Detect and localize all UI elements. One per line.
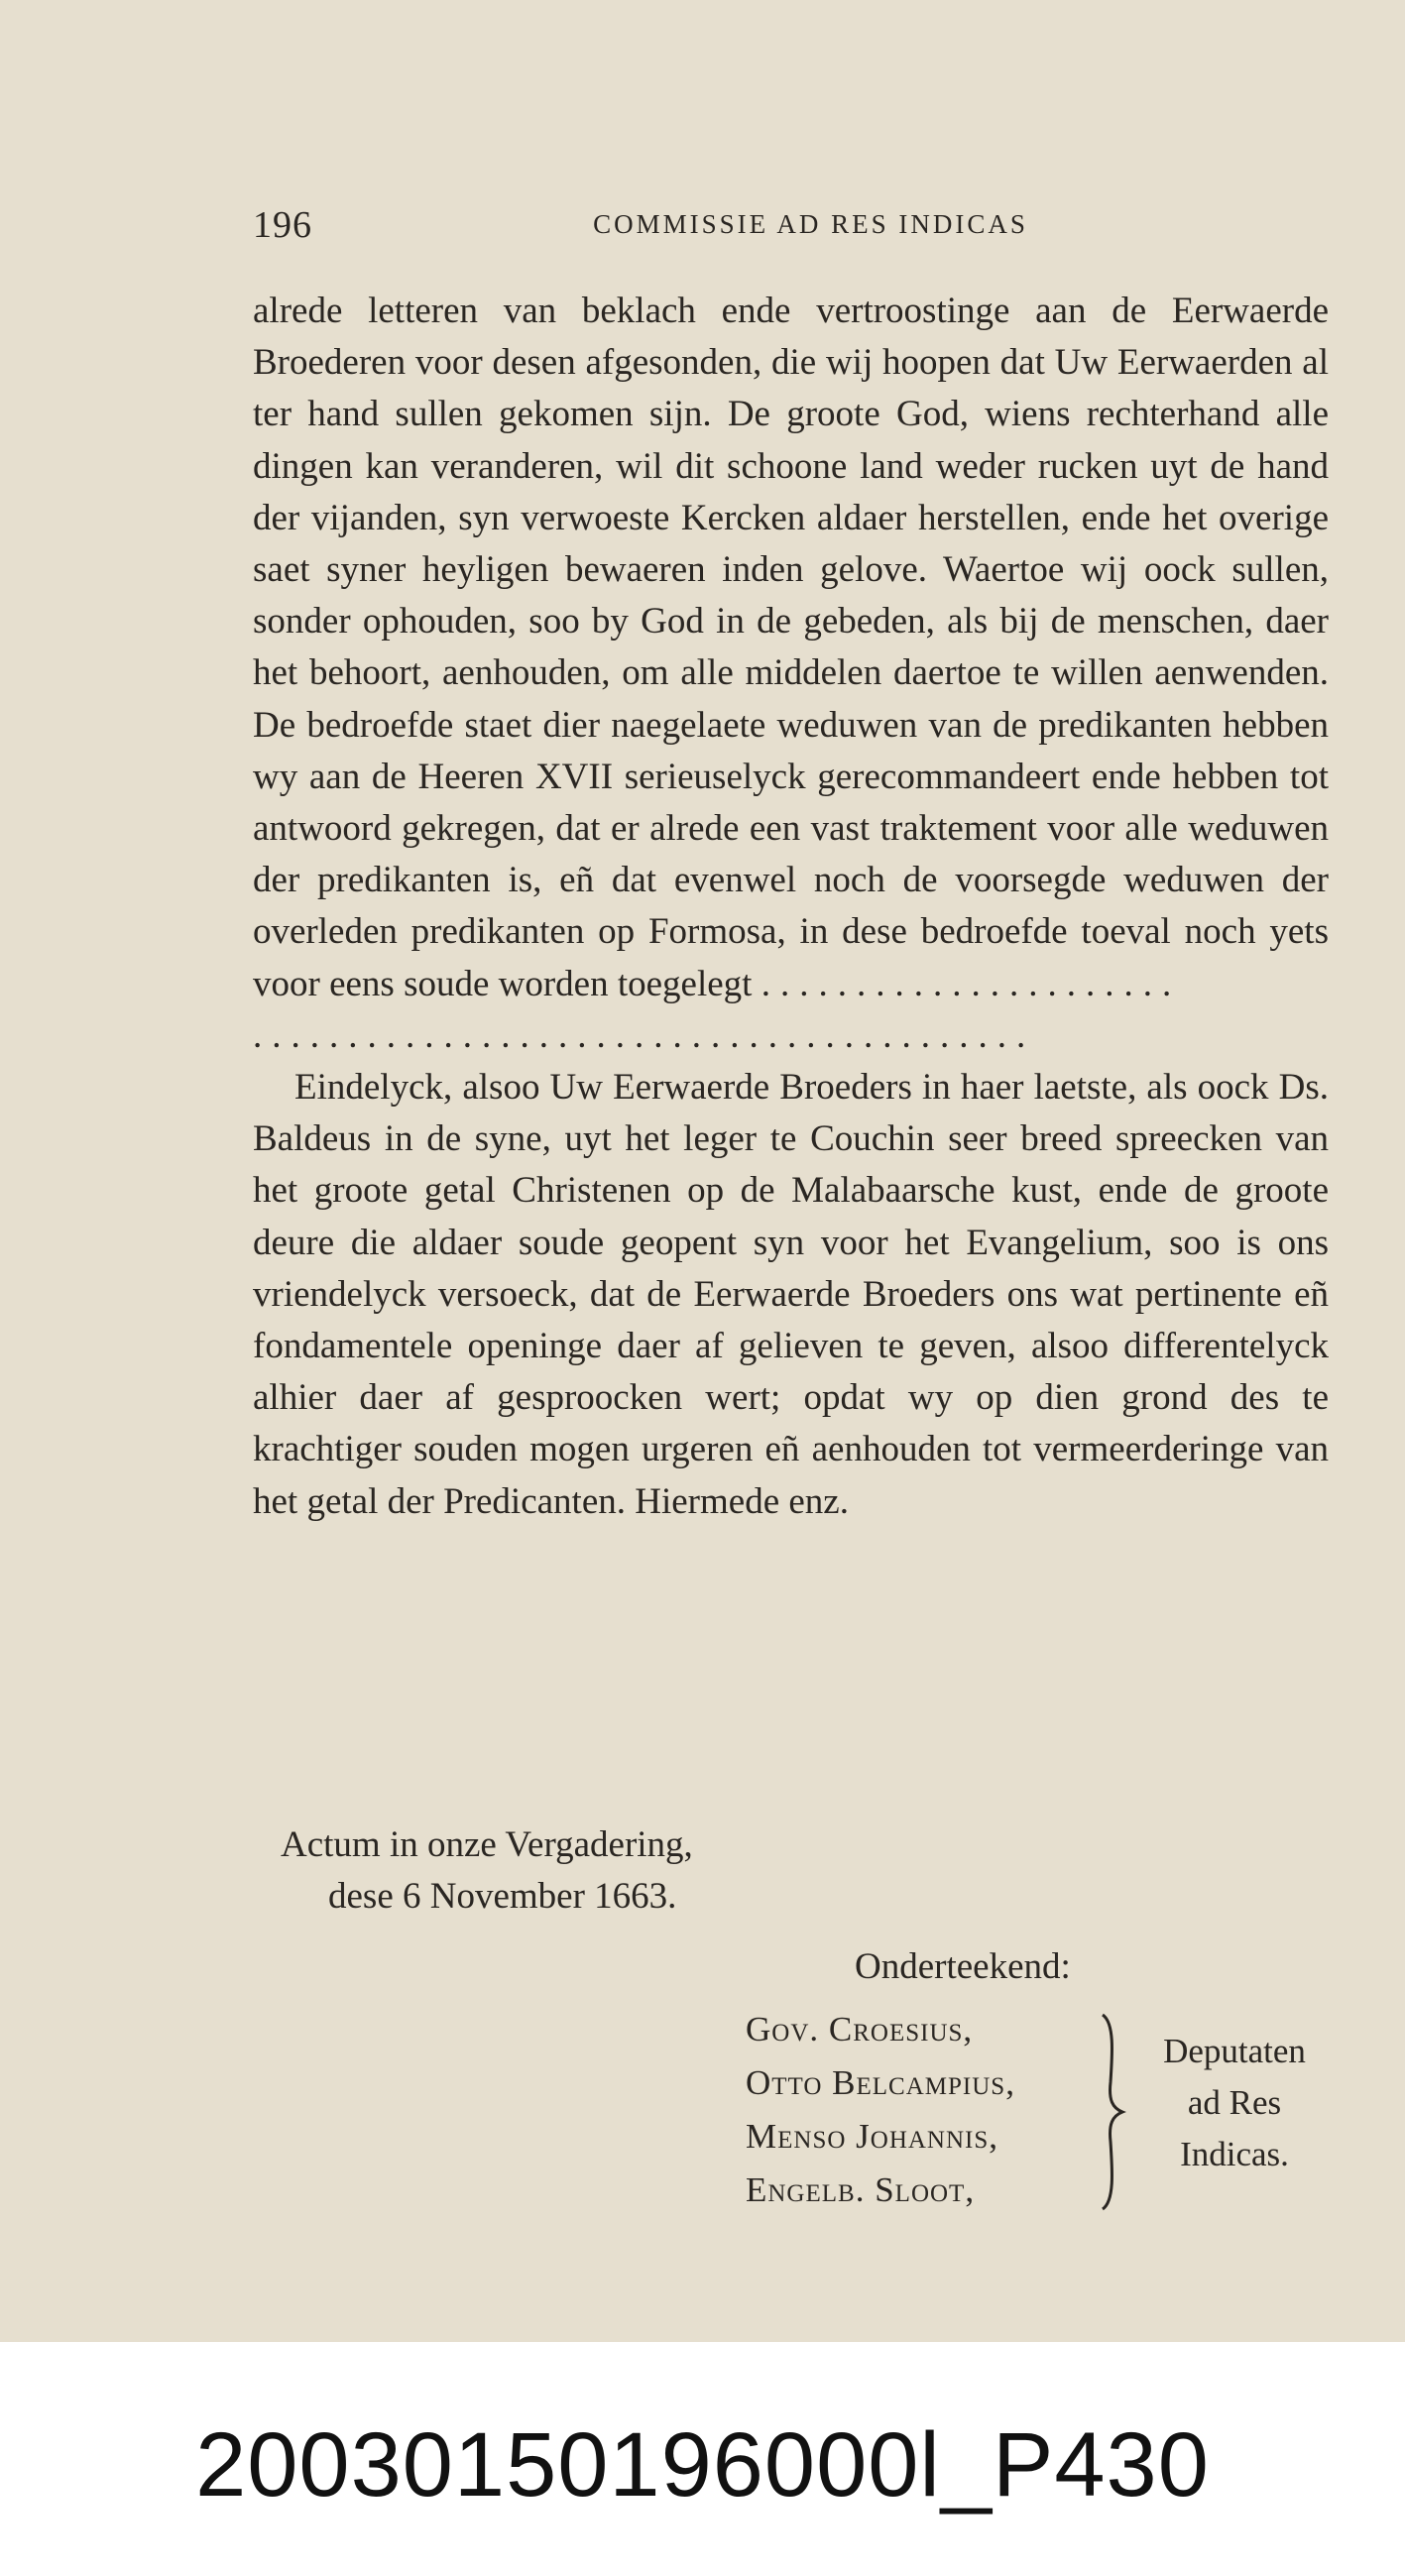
committee-name <box>1130 2026 1339 2180</box>
ellipsis-2: ......................................... <box>253 1014 1036 1056</box>
image-id-label: 20030150196000l_P430 <box>195 2414 1210 2516</box>
signatory-name: Otto Belcampius, <box>746 2063 1015 2102</box>
closing-line-2: dese 6 November 1663. <box>328 1876 677 1917</box>
closing-block <box>281 1819 693 1923</box>
committee-line: Indicas. <box>1180 2135 1289 2173</box>
page-number: 196 <box>253 204 312 246</box>
signatory-name: Menso Johannis, <box>746 2117 999 2156</box>
ellipsis-1: ...................... <box>761 963 1182 1004</box>
footer <box>0 2342 1405 2576</box>
committee-line: Deputaten <box>1163 2032 1306 2070</box>
paragraph-2: Eindelyck, alsoo Uw Eerwaerde Broeders in haer laetste, als oock Ds. Baldeus in de syne, uyt het leger te Couchin seer breed spreecken van het groote getal Christenen op de Malabaarsche kust, ende de groote deure die aldaer soude geopent syn voor het Evangelium, soo is ons vriendelyck versoeck, dat de Eerwaerde Broeders ons wat pertinente eñ fondamentele openinge daer af gelieven te geven, alsoo differentelyck alhier daer af gesproocken wert; opdat wy op dien grond des te krachtiger souden mogen urgeren eñ aenhouden tot vermeerderinge van het getal der Predicanten. Hiermede enz. <box>253 1067 1329 1522</box>
paragraph-1-text: alrede letteren van beklach ende vertroostinge aan de Eerwaerde Broederen voor desen afgesonden, die wij hoopen dat Uw Eerwaerden al ter hand sullen gekomen sijn. De groote God, wiens rechterhand alle dingen kan veranderen, wil dit schoone land weder rucken uyt de hand der vijanden, syn verwoeste Kercken aldaer herstellen, ende het overige saet syner heyligen bewaeren inden gelove. Waertoe wij oock sullen, sonder ophouden, soo by God in de gebeden, als bij de menschen, daer het behoort, aenhouden, om alle middelen daertoe te willen aenwenden. De bedroefde staet dier naegelaete weduwen van de predikanten hebben wy aan de Heeren XVII serieuselyck gerecommandeert ende hebben tot antwoord gekregen, dat er alrede een vast traktement voor alle weduwen der predikanten is, eñ dat evenwel noch de voorsegde weduwen der overleden predikanten op Formosa, in dese bedroefde toeval noch yets voor eens soude worden toegelegt <box>253 291 1329 1004</box>
committee-line: ad Res <box>1187 2083 1282 2122</box>
running-title: COMMISSIE AD RES INDICAS <box>593 209 1028 239</box>
page-header <box>253 203 1329 253</box>
closing-line-1: Actum in onze Vergadering, <box>281 1824 693 1865</box>
paragraph-1 <box>253 286 1329 1010</box>
body-text <box>253 286 1329 1528</box>
curly-brace <box>1097 2013 1126 2211</box>
signed-label: Onderteekend: <box>855 1946 1071 1987</box>
signatory-name: Gov. Croesius, <box>746 2010 974 2049</box>
signatory-list <box>746 2003 1015 2217</box>
signatory-name: Engelb. Sloot, <box>746 2170 976 2209</box>
